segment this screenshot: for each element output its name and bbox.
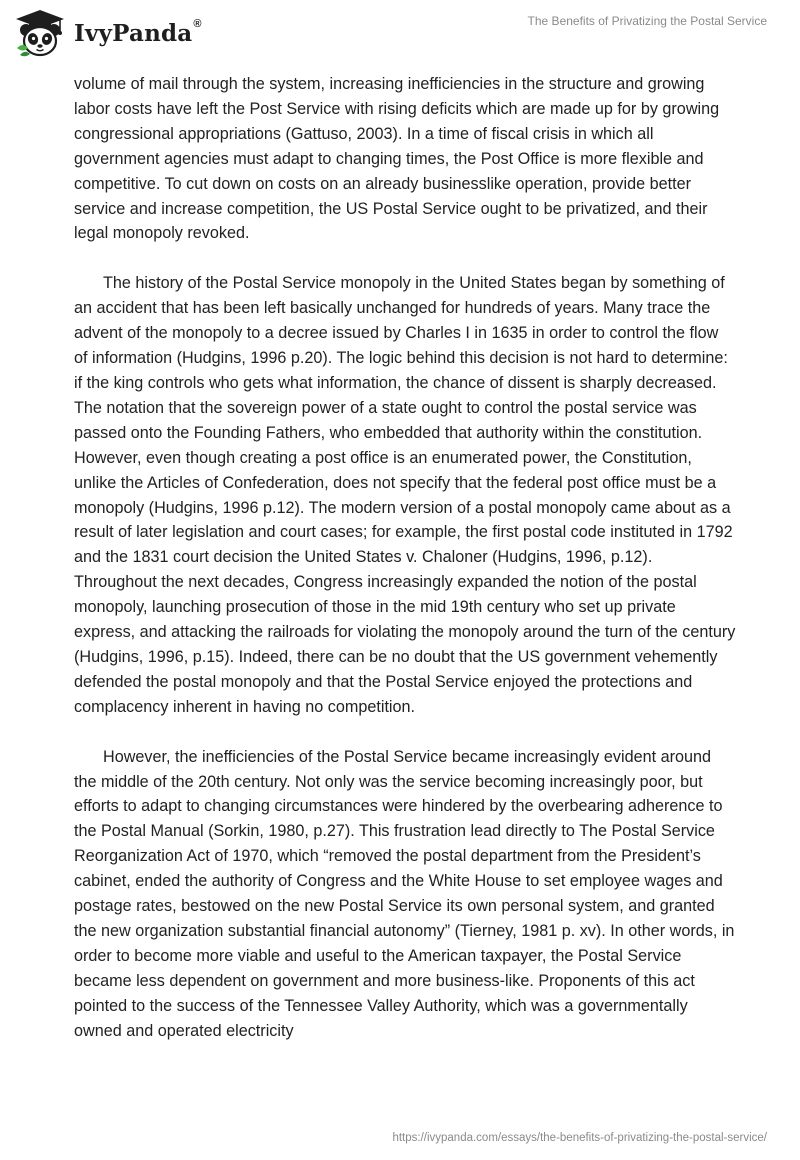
brand-name [74,17,202,47]
page-header [0,0,800,64]
paragraph-3: However, the inefficiencies of the Postal Service became increasingly evident around the middle of the 20th century. Not only was the service becoming increasingly poor, but efforts to adapt to changing circumstances were hindered by the overbearing adherence to the Postal Manual (Sorkin, 1980, p.27). This frustration lead directly to The Postal Service Reorganization Act of 1970, which “removed the postal department from the President’s cabinet, ended the authority of Congress and the White House to set employee wages and postage rates, bestowed on the new Postal Service its own personal system, and granted the new organization substantial financial autonomy” (Tierney, 1981 p. xv). In other words, in order to become more viable and useful to the American taxpayer, the Postal Service became less dependent on government and more business-like. Proponents of this act pointed to the success of the Tennessee Valley Authority, which was a governmentally owned and operated electricity [74,747,735,1040]
paragraph-2: The history of the Postal Service monopoly in the United States began by something of an accident that has been left basically unchanged for hundreds of years. Many trace the advent of the monopoly to a decree issued by Charles I in 1635 in order to control the flow of information (Hudgins, 1996 p.20). The logic behind this decision is not hard to determine: if the king controls who gets what information, the chance of dissent is sharply decreased. The notation that the sovereign power of a state ought to control the postal service was passed onto the Founding Fathers, who embedded that authority within the constitution. However, even though creating a post office is an enumerated power, the Constitution, unlike the Articles of Confederation, does not specify that the federal post office must be a monopoly (Hudgins, 1996 p.12). The modern version of a postal monopoly came about as a result of later legislation and court cases; for example, the first postal code instituted in 1792 and the 1831 court decision the United States v. Chaloner (Hudgins, 1996, p.12). Throughout the next decades, Congress increasingly expanded the notion of the postal monopoly, launching prosecution of those in the mid 19th century who set up private express, and attacking the railroads for violating the monopoly around the turn of the century (Hudgins, 1996, p.15). Indeed, there can be no doubt that the US government vehemently defended the postal monopoly and that the Postal Service enjoyed the protections and complacency inherent in having no competition. [74,274,736,716]
panda-graduate-icon [14,8,66,58]
registered-mark: ® [193,17,202,30]
ivypanda-logo[interactable] [14,8,202,58]
document-title: The Benefits of Privatizing the Postal Service [527,14,767,28]
source-url[interactable]: https://ivypanda.com/essays/the-benefits-of-privatizing-the-postal-service/ [392,1132,767,1144]
paragraph-1: volume of mail through the system, increasing inefficiencies in the structure and growing labor costs have left the Post Service with rising deficits which are made up for by growing congressional appropriations (Gattuso, 2003). In a time of fiscal crisis in which all government agencies must adapt to changing times, the Post Office is more flexible and competitive. To cut down on costs on an already businesslike operation, provide better service and increase competition, the US Postal Service ought to be privatized, and their legal monopoly revoked. [74,75,720,243]
essay-body [74,72,736,1044]
brand-name-text: IvyPanda [74,19,193,47]
